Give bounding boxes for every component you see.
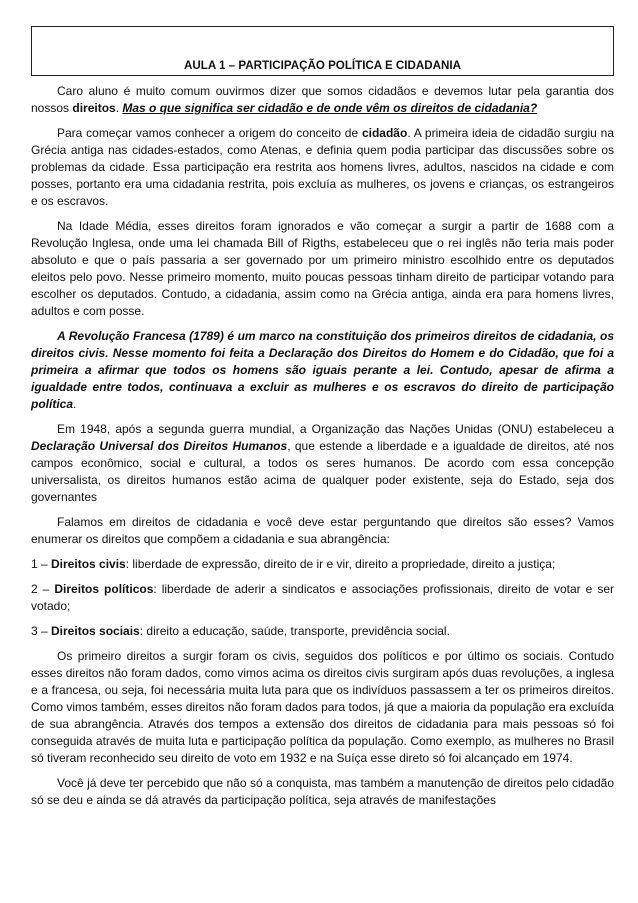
intro-bold-direitos: direitos <box>72 101 116 115</box>
paragraph-intro <box>31 83 614 117</box>
onu-text-b: , que estende a liberdade e a igualdade de direitos, até nos campos econômico, social e cultural, a todos os seres humanos. De acordo com essa concepção universalista, os direitos humanos estão acima de qualquer poder existente, seja do Estado, seja dos governantes <box>31 439 614 504</box>
intro-sep: . <box>115 101 123 115</box>
list-term: Direitos sociais <box>51 624 140 638</box>
list-item-politicos <box>31 581 614 615</box>
page-title: AULA 1 – PARTICIPAÇÃO POLÍTICA E CIDADANIA <box>184 59 461 72</box>
list-desc: : liberdade de expressão, direito de ir e vir, direito a propriedade, direito a justiça; <box>125 557 556 571</box>
paragraph-origin <box>31 125 614 210</box>
intro-question: Mas o que significa ser cidadão e de onde vêm os direitos de cidadania? <box>122 101 538 115</box>
document-body <box>31 83 614 809</box>
paragraph-french-revolution <box>31 328 614 413</box>
list-num: 2 – <box>31 582 55 596</box>
paragraph-onu <box>31 421 614 506</box>
intro-text: Caro aluno é muito comum ouvirmos dizer que somos cidadãos e devemos lutar pela garantia dos nossos <box>31 84 614 115</box>
list-num: 3 – <box>31 624 52 638</box>
list-item-civis <box>31 556 614 573</box>
list-item-sociais <box>31 623 614 640</box>
list-desc: : direito a educação, saúde, transporte, previdência social. <box>139 624 450 638</box>
paragraph-participation: Você já deve ter percebido que não só a conquista, mas também a manutenção de direitos pelo cidadão só se deu e ainda se dá através da participação política, seja através de manifestações <box>31 776 614 807</box>
paragraph-middle-ages: Na Idade Média, esses direitos foram ignorados e vão começar a surgir a partir de 1688 com a Revolução Inglesa, onde uma lei chamada Bill of Rigths, estabeleceu que o rei inglês não teria mais poder absoluto e que o país passaria a ser governado por um primeiro ministro escolhido entre os deputados eleitos pelo povo. Nesse primeiro momento, muito poucas pessoas tinham direito de participar votando para escolher os deputados. Contudo, a cidadania, assim como na Grécia antiga, ainda era para homens livres, adultos e com posse. <box>31 219 614 318</box>
origin-text-b: . A primeira ideia de cidadão surgiu na Grécia antiga nas cidades-estados, como Atenas, e definia quem podia participar das discussões sobre os problemas da cidade. Essa participação era restrita aos homens livres, adultos, nascidos na cidade e com posses, portanto era uma cidadania restrita, pois excluía as mulheres, os jovens e crianças, os estrangeiros e os escravos. <box>31 126 614 208</box>
title-box <box>31 26 614 76</box>
list-num: 1 – <box>31 557 52 571</box>
paragraph-enumerate: Falamos em direitos de cidadania e você deve estar perguntando que direitos são esses? Vamos enumerar os direitos que compõem a cidadania e sua abrangência: <box>31 515 614 546</box>
onu-text-a: Em 1948, após a segunda guerra mundial, a Organização das Nações Unidas (ONU) estabeleceu a <box>57 422 614 436</box>
list-term: Direitos civis <box>51 557 126 571</box>
list-term: Direitos políticos <box>54 582 154 596</box>
paragraph-first-rights: Os primeiro direitos a surgir foram os civis, seguidos dos políticos e por último os sociais. Contudo esses direitos não foram dados, como vimos acima os direitos civis surgiram após duas revoluções, a inglesa e a francesa, ou seja, foi necessária muita luta para que os indivíduos passassem a ter os primeiros direitos. Como vimos também, esses direitos não foram dados para todos, já que a maioria da população era excluída de sua abrangência. Através dos tempos a extensão dos direitos de cidadania para mais pessoas só foi conseguida através de muita luta e participação política da população. Como exemplo, as mulheres no Brasil só tiveram reconhecido seu direito de voto em 1932 e na Suíça esse direto só foi alcançado em 1974. <box>31 649 614 765</box>
origin-bold-cidadao: cidadão <box>361 126 408 140</box>
onu-declaration: Declaração Universal dos Direitos Humanos <box>31 439 288 453</box>
french-revolution-end: . <box>73 397 77 411</box>
french-revolution-text: A Revolução Francesa (1789) é um marco na constituição dos primeiros direitos de cidadania, os direitos civis. Nesse momento foi feita a Declaração dos Direitos do Homem e do Cidadão, que foi a primeira a afirmar que todos os homens são iguais perante a lei. Contudo, apesar de afirma a igualdade entre todos, continuava a excluir as mulheres e os escravos do direito de participação política <box>31 329 614 411</box>
origin-text-a: Para começar vamos conhecer a origem do conceito de <box>57 126 362 140</box>
document-page <box>31 26 614 809</box>
list-desc: : liberdade de aderir a sindicatos e associações profissionais, direito de votar e ser votado; <box>31 582 615 613</box>
